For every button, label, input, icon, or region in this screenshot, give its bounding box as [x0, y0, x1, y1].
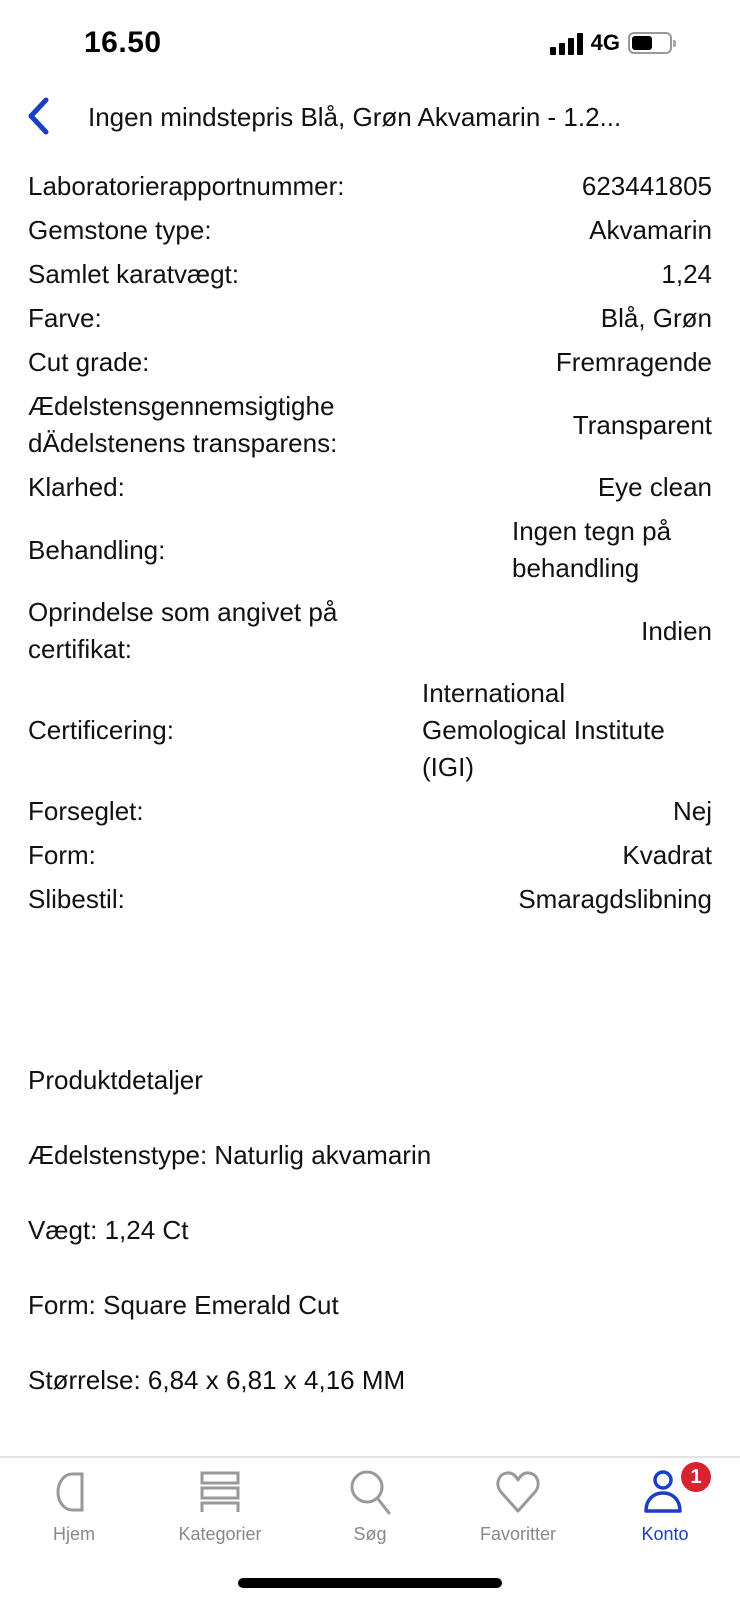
spec-value: Eye clean [597, 472, 712, 502]
spec-label: Cut grade: [28, 347, 150, 377]
battery-icon [628, 32, 672, 54]
spec-row [28, 212, 712, 249]
spec-row [28, 168, 712, 205]
spec-row [28, 675, 712, 786]
status-bar [0, 0, 740, 90]
spec-label: Forseglet: [28, 796, 144, 826]
spec-table [28, 168, 712, 925]
spec-value: Indien [641, 615, 712, 646]
network-type: 4G [590, 30, 620, 55]
spec-label: Behandling: [28, 534, 166, 565]
tab-categories[interactable] [150, 1468, 290, 1545]
categories-icon [198, 1470, 242, 1514]
spec-row [28, 881, 712, 918]
spec-value: Fremragende [555, 347, 712, 377]
spec-label: Gemstone type: [28, 215, 212, 245]
tab-account[interactable] [595, 1465, 735, 1545]
spec-value: Transparent [572, 409, 712, 440]
spec-value: Smaragdslibning [518, 884, 712, 914]
spec-row [28, 793, 712, 830]
tab-home[interactable] [4, 1468, 144, 1545]
product-details [28, 1062, 431, 1437]
spec-row [28, 469, 712, 506]
spec-label: Laboratorierapportnummer: [28, 171, 345, 201]
spec-value: International Gemological Institute (IGI) [422, 678, 665, 782]
spec-label: ÆdelstensgennemsigtighedÄdelstenens transparens: [28, 391, 338, 458]
detail-line: Vægt: 1,24 Ct [28, 1215, 189, 1245]
signal-icon [550, 31, 583, 55]
tab-search[interactable] [300, 1468, 440, 1545]
spec-value: Akvamarin [589, 215, 712, 245]
tab-label: Hjem [52, 1524, 95, 1544]
tab-label: Søg [353, 1524, 387, 1544]
detail-line: Ædelstenstype: Naturlig akvamarin [28, 1140, 432, 1170]
product-details-heading: Produktdetaljer [28, 1065, 203, 1095]
spec-label: Klarhed: [28, 472, 125, 502]
status-time: 16.50 [84, 26, 162, 59]
spec-value: 1,24 [661, 259, 712, 289]
spec-value: Blå, Grøn [600, 303, 712, 333]
tab-favorites[interactable] [448, 1468, 588, 1545]
status-indicators [550, 30, 672, 56]
page-title: Ingen mindstepris Blå, Grøn Akvamarin - 1.2... [88, 102, 622, 132]
spec-value: Kvadrat [622, 840, 712, 870]
spec-label: Samlet karatvægt: [28, 259, 239, 289]
chevron-left-icon [25, 96, 51, 136]
home-icon [54, 1470, 94, 1514]
spec-value: Nej [672, 796, 712, 826]
detail-line: Form: Square Emerald Cut [28, 1290, 339, 1320]
spec-label: Slibestil: [28, 884, 125, 914]
notification-badge: 1 [681, 1462, 711, 1492]
spec-value: Ingen tegn på behandling [512, 516, 672, 583]
search-icon [348, 1468, 392, 1516]
spec-row [28, 513, 712, 587]
spec-label: Certificering: [28, 715, 174, 745]
tab-label: Favoritter [479, 1524, 557, 1544]
spec-value: 623441805 [581, 171, 712, 201]
spec-row [28, 594, 712, 668]
tab-label: Konto [641, 1524, 689, 1544]
spec-row [28, 344, 712, 381]
spec-row [28, 388, 712, 462]
tab-label: Kategorier [178, 1524, 262, 1544]
spec-label: Form: [28, 840, 96, 870]
home-indicator[interactable] [238, 1578, 502, 1588]
spec-row [28, 300, 712, 337]
spec-row [28, 837, 712, 874]
spec-row [28, 256, 712, 293]
nav-header [0, 92, 740, 142]
spec-label: Farve: [28, 303, 102, 333]
detail-line: Størrelse: 6,84 x 6,81 x 4,16 MM [28, 1365, 406, 1395]
heart-icon [495, 1470, 541, 1514]
back-button[interactable] [18, 94, 58, 138]
spec-label: Oprindelse som angivet på certifikat: [28, 597, 338, 664]
